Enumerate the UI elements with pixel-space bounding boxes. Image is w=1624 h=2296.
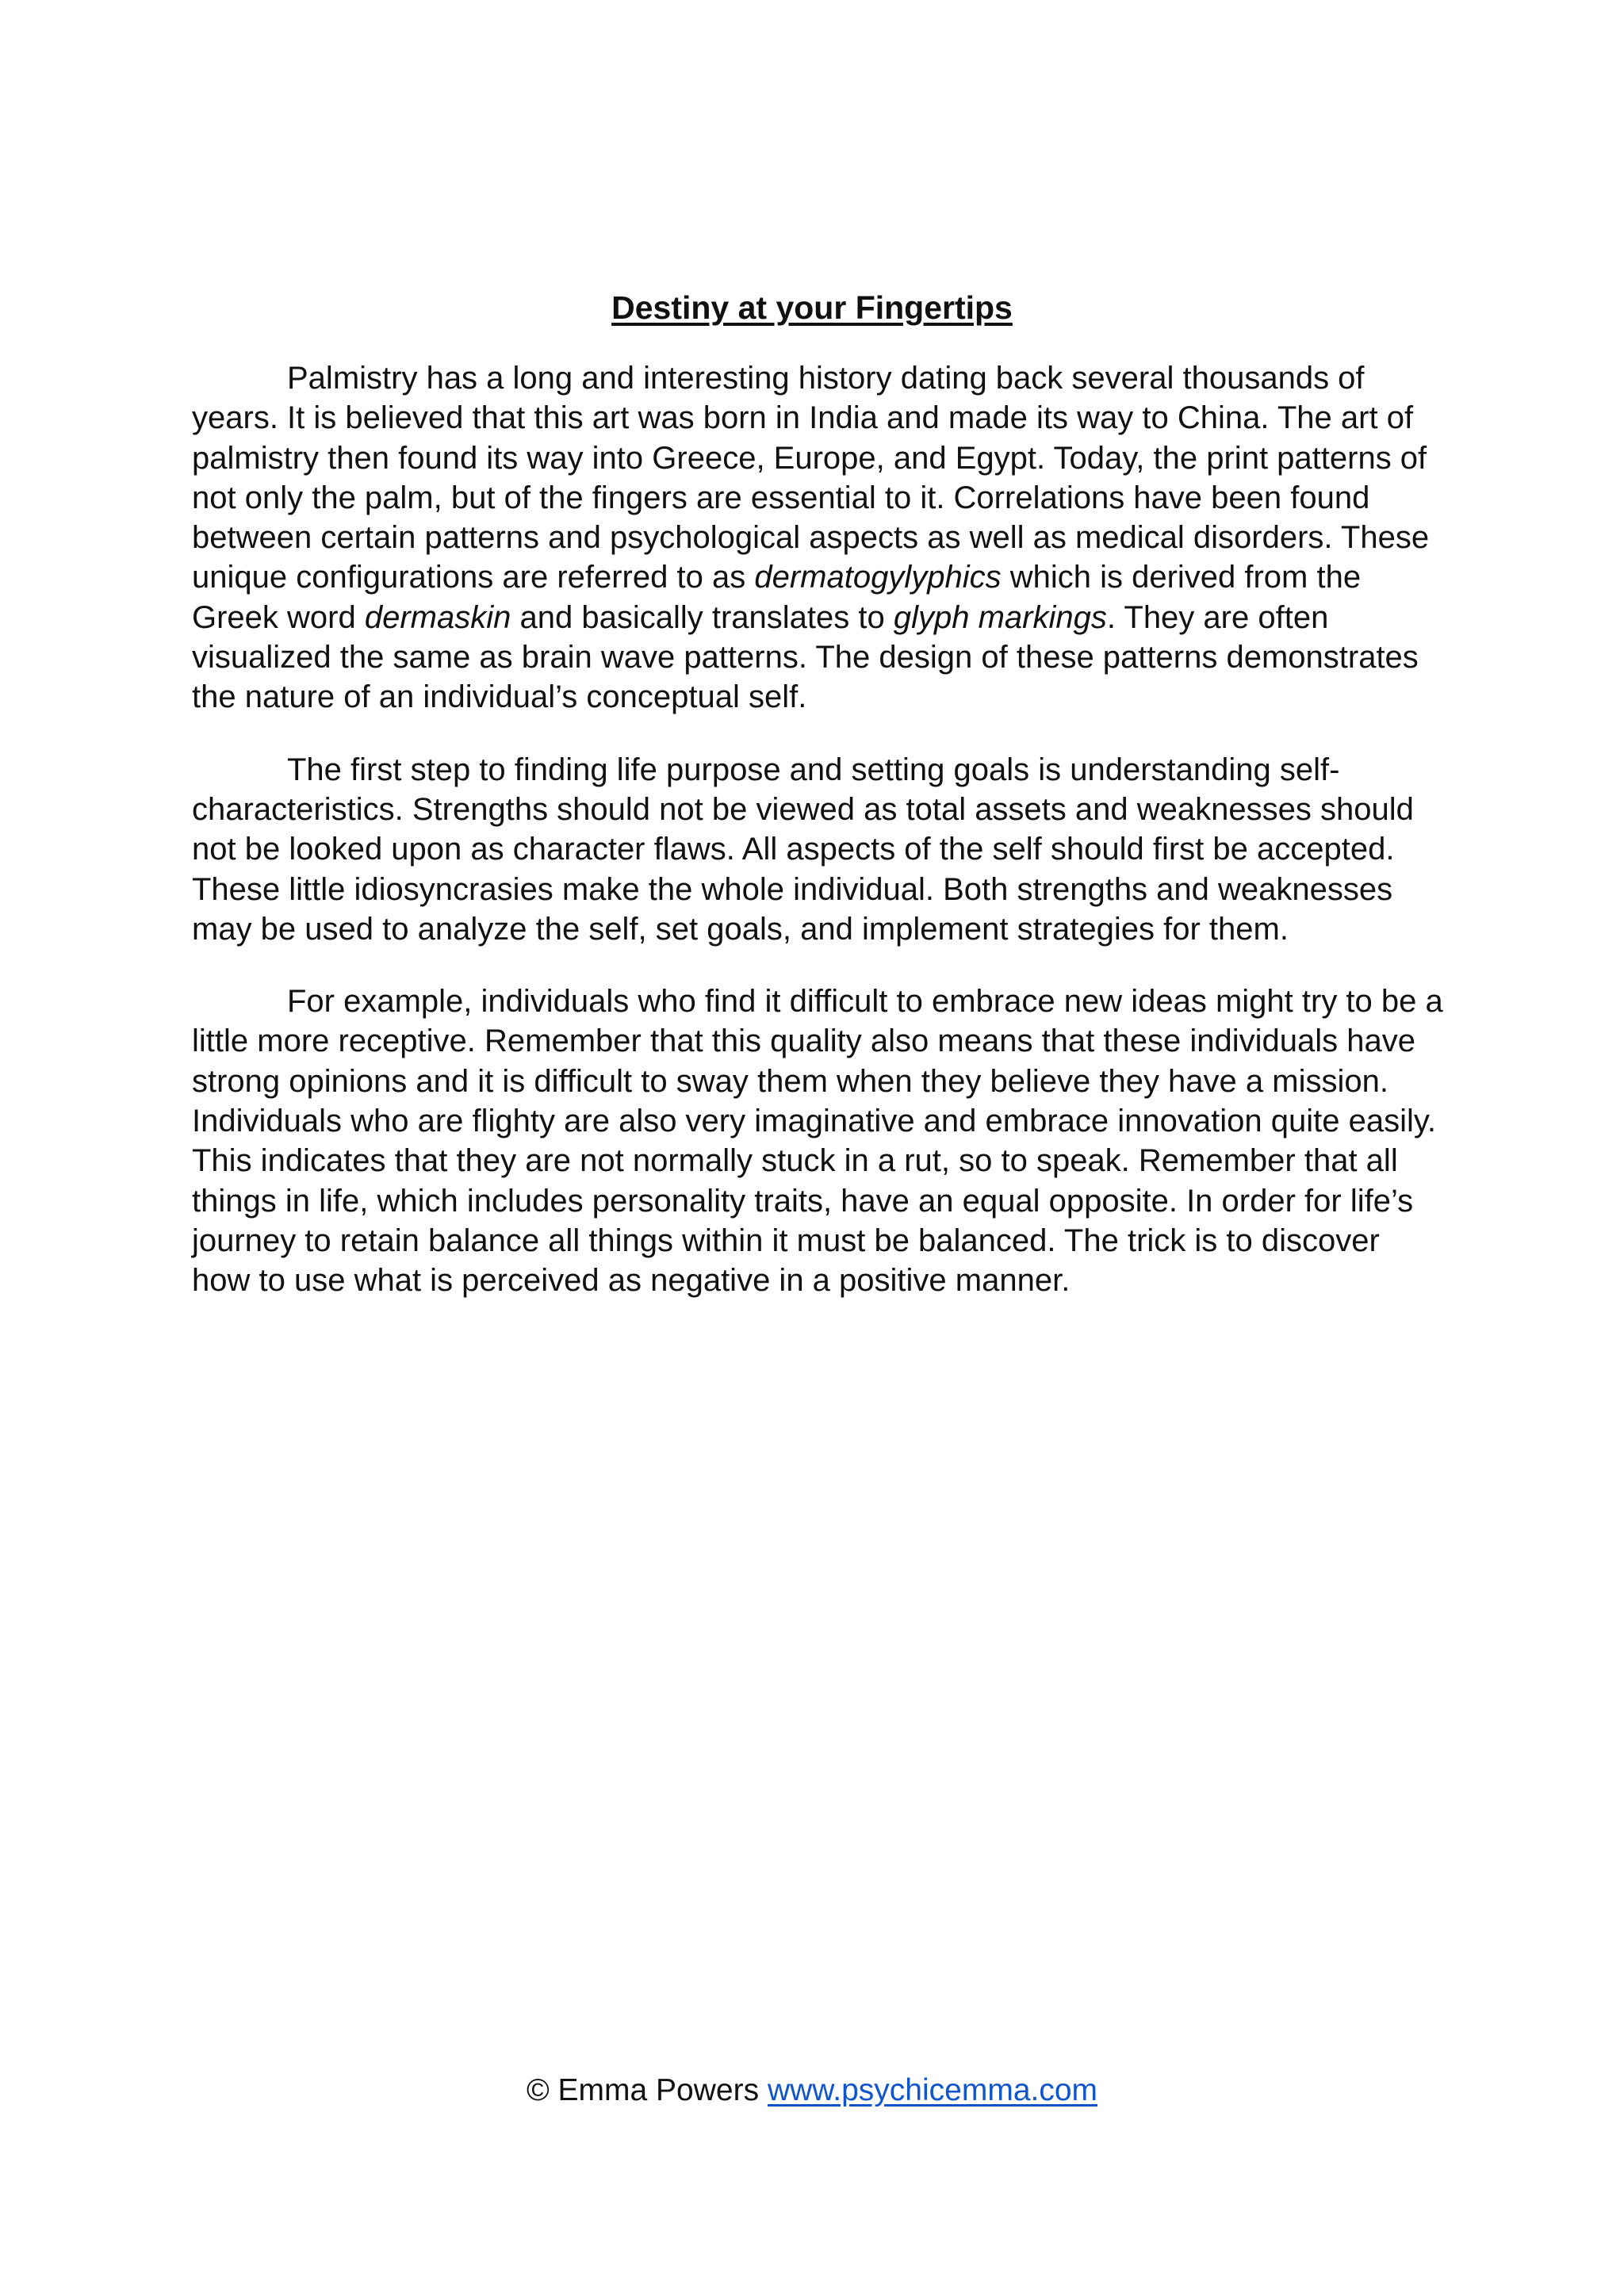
page-footer	[0, 2071, 1624, 2110]
paragraph-2	[192, 750, 1445, 949]
italic-term: dermaskin	[364, 599, 511, 635]
document-title: Destiny at your Fingertips	[611, 289, 1013, 326]
text-run: The first step to finding life purpose and setting goals is understanding self-characteristics. Strengths should not be viewed as total assets and weaknesses should not be looked upon as character flaws. All aspects of the self should first be accepted. These little idiosyncrasies make the whole individual. Both strengths and weaknesses may be used to analyze the self, set goals, and implement strategies for them.	[192, 752, 1414, 947]
italic-term: glyph markings	[893, 599, 1107, 635]
paragraph-3	[192, 982, 1445, 1300]
footer-website-link[interactable]: www.psychicemma.com	[767, 2073, 1098, 2107]
paragraph-1	[192, 358, 1445, 718]
text-run: Palmistry has a long and interesting history dating back several thousands of years. It is believed that this art was born in India and made its way to China. The art of palmistry then found its way into Greece, Europe, and Egypt. Today, the print patterns of not only the palm, but of the fingers are essential to it. Correlations have been found between certain patterns and psychological aspects as well as medical disorders. These unique configurations are referred to as	[192, 361, 1430, 595]
text-run: For example, individuals who find it difficult to embrace new ideas might try to be a little more receptive. Remember that this quality also means that these individuals have strong opinions and it is difficult to sway them when they believe they have a mission. Individuals who are flighty are also very imaginative and embrace innovation quite easily. This indicates that they are not normally stuck in a rut, so to speak. Remember that all things in life, which includes personality traits, have an equal opposite. In order for life’s journey to retain balance all things within it must be balanced. The trick is to discover how to use what is perceived as negative in a positive manner.	[192, 984, 1443, 1299]
footer-copyright: © Emma Powers	[526, 2073, 760, 2107]
text-run: . They are often visualized the same as brain wave patterns. The design of these patterns demonstrates the nature of an individual’s conceptual self.	[192, 599, 1419, 715]
document-body	[192, 358, 1445, 1334]
text-run: and basically translates to	[511, 599, 894, 635]
italic-term: dermatogylyphics	[754, 560, 1002, 595]
text-run: which is derived from the Greek word	[192, 560, 1362, 635]
